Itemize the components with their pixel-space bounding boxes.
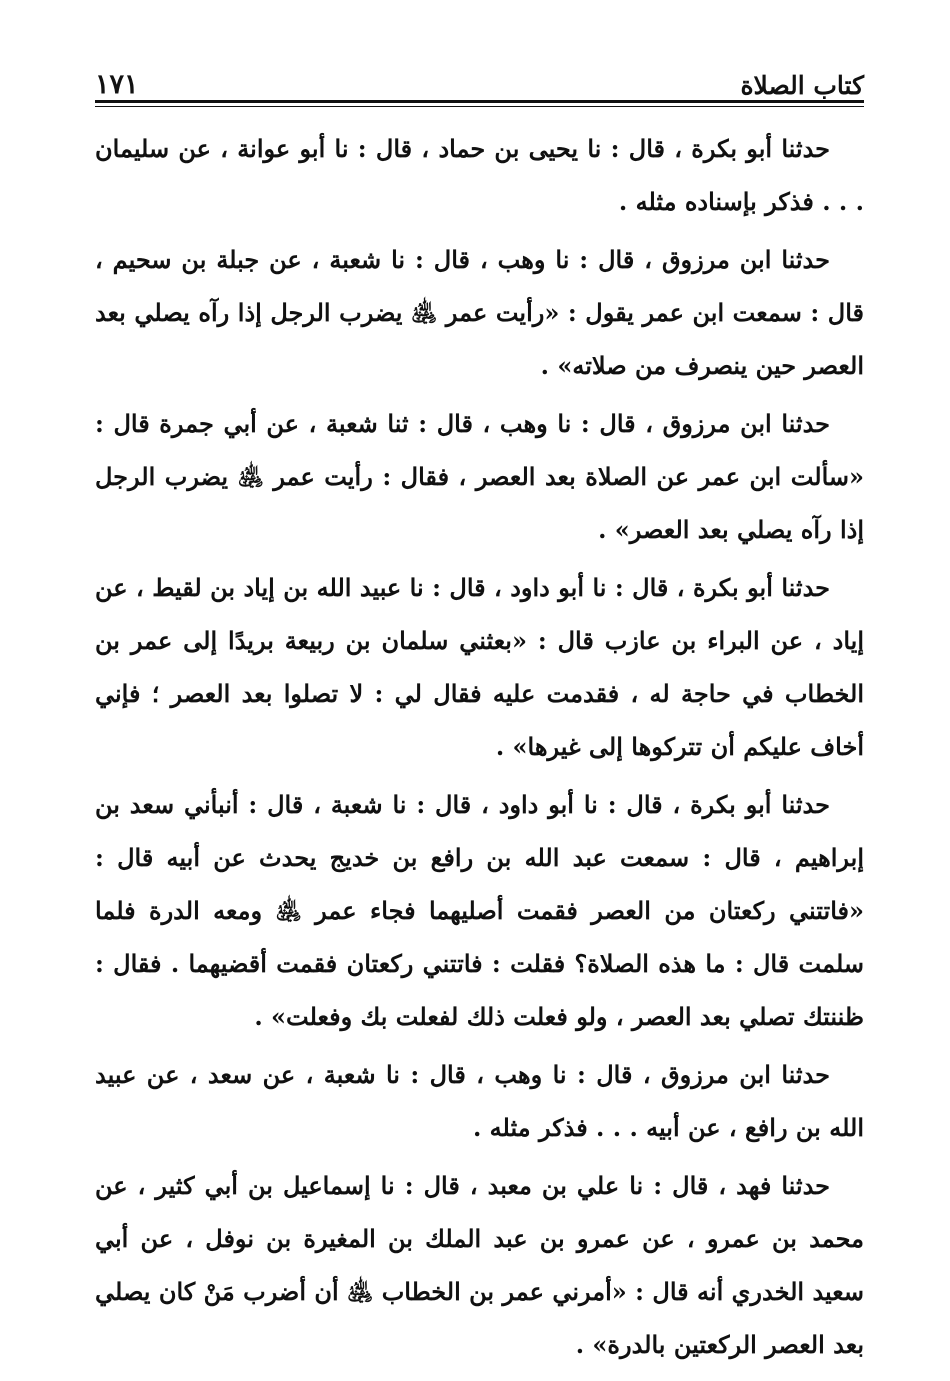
hadith-paragraph: حدثنا أبو بكرة ، قال : نا أبو داود ، قال : نا عبيد الله بن إياد بن لقيط ، عن إياد ، عن البراء بن عازب قال : «بعثني سلمان بن ربيعة بريدًا إلى عمر بن الخطاب في حاجة له ، فقدمت عليه فقال لي : لا تصلوا بعد العصر ؛ فإني أخاف عليكم أن تتركوها إلى غيرها» . xyxy=(95,573,864,761)
chapter-title: كتاب الصلاة xyxy=(740,71,864,100)
hadith-paragraph: حدثنا ابن مرزوق ، قال : نا وهب ، قال : ثنا شعبة ، عن أبي جمرة قال : «سألت ابن عمر عن الصلاة بعد العصر ، فقال : رأيت عمر ﵁ يضرب الرجل إذا رآه يصلي بعد العصر» . xyxy=(95,409,864,544)
hadith-paragraph: حدثنا ابن مرزوق ، قال : نا وهب ، قال : نا شعبة ، عن سعد ، عن عبيد الله بن رافع ، عن أبيه . . . فذكر مثله . xyxy=(95,1060,864,1142)
hadith-paragraph: حدثنا فهد ، قال : نا علي بن معبد ، قال : نا إسماعيل بن أبي كثير ، عن محمد بن عمرو ، عن عمرو بن عبد الملك بن المغيرة بن نوفل ، عن أبي سعيد الخدري أنه قال : «أمرني عمر بن الخطاب ﵁ أن أضرب مَنْ كان يصلي بعد العصر الركعتين بالدرة» . xyxy=(95,1171,864,1359)
page-number: ١٧١ xyxy=(95,69,139,100)
header-rule-thick xyxy=(95,100,864,103)
page-header xyxy=(95,58,864,98)
hadith-paragraph: حدثنا ابن مرزوق ، قال : نا وهب ، قال : نا شعبة ، عن جبلة بن سحيم ، قال : سمعت ابن عمر يقول : «رأيت عمر ﵁ يضرب الرجل إذا رآه يصلي بعد العصر حين ينصرف من صلاته» . xyxy=(95,245,864,380)
header-rule-thin xyxy=(95,106,864,107)
hadith-paragraph: حدثنا أبو بكرة ، قال : نا أبو داود ، قال : نا شعبة ، قال : أنبأني سعد بن إبراهيم ، قال : سمعت عبد الله بن رافع بن خديج يحدث عن أبيه قال : «فاتتني ركعتان من العصر فقمت أصليهما فجاء عمر ﵁ ومعه الدرة فلما سلمت قال : ما هذه الصلاة؟ فقلت : فاتتني ركعتان فقمت أقضيهما . فقال : ظننتك تصلي بعد العصر ، ولو فعلت ذلك لفعلت بك وفعلت» . xyxy=(95,790,864,1031)
page-body xyxy=(95,122,864,1376)
hadith-paragraph: حدثنا أبو بكرة ، قال : نا يحيى بن حماد ، قال : نا أبو عوانة ، عن سليمان . . . فذكر بإسناده مثله . xyxy=(95,134,864,216)
